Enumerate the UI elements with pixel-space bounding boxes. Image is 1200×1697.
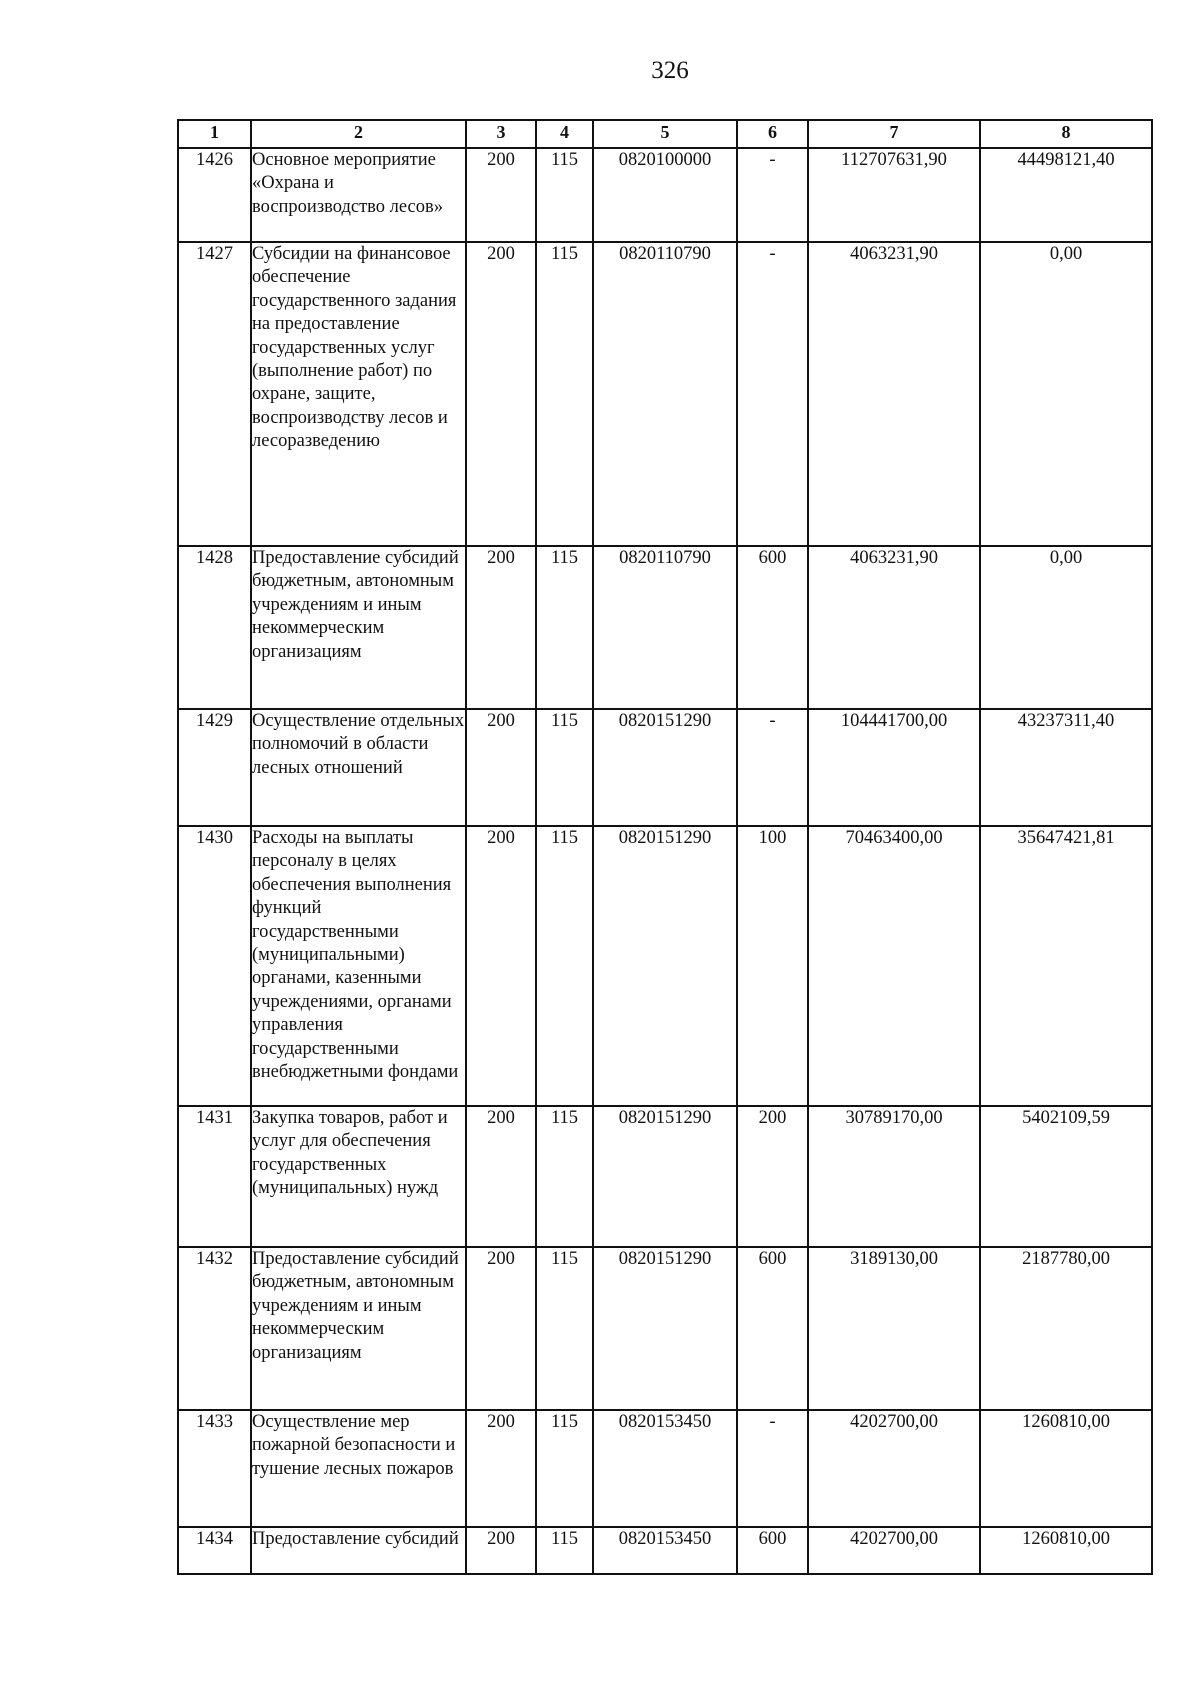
table-row: [178, 148, 1152, 242]
row-col8: 44498121,40: [980, 148, 1152, 242]
row-col8: 1260810,00: [980, 1527, 1152, 1574]
row-col7: 4202700,00: [808, 1410, 980, 1527]
row-col4: 115: [536, 1410, 593, 1527]
table-row: [178, 709, 1152, 826]
column-header-1: 1: [178, 120, 251, 148]
table-row: [178, 242, 1152, 546]
row-col7: 30789170,00: [808, 1106, 980, 1247]
row-number: 1434: [178, 1527, 251, 1574]
row-col4: 115: [536, 242, 593, 546]
row-col5: 0820151290: [593, 709, 737, 826]
row-col8: 43237311,40: [980, 709, 1152, 826]
row-col6: -: [737, 1410, 808, 1527]
header-row: [178, 120, 1152, 148]
row-col3: 200: [466, 148, 536, 242]
row-number: 1433: [178, 1410, 251, 1527]
row-name: Субсидии на финансовое обеспечение государственного задания на предоставление государственных услуг (выполнение работ) по охране, защите, воспроизводству лесов и лесоразведению: [251, 242, 466, 546]
row-col5: 0820110790: [593, 546, 737, 709]
row-col6: 600: [737, 1527, 808, 1574]
row-col6: 600: [737, 1247, 808, 1410]
row-number: 1427: [178, 242, 251, 546]
row-col3: 200: [466, 826, 536, 1106]
row-col7: 4063231,90: [808, 242, 980, 546]
row-col8: 1260810,00: [980, 1410, 1152, 1527]
row-name: Закупка товаров, работ и услуг для обеспечения государственных (муниципальных) нужд: [251, 1106, 466, 1247]
row-col4: 115: [536, 826, 593, 1106]
page-number: 326: [651, 57, 689, 84]
row-col8: 0,00: [980, 546, 1152, 709]
table-row: [178, 1410, 1152, 1527]
row-name: Предоставление субсидий бюджетным, автономным учреждениям и иным некоммерческим организациям: [251, 1247, 466, 1410]
row-col5: 0820100000: [593, 148, 737, 242]
row-number: 1429: [178, 709, 251, 826]
table-row: [178, 826, 1152, 1106]
row-col3: 200: [466, 1247, 536, 1410]
row-col6: -: [737, 709, 808, 826]
row-name: Предоставление субсидий: [251, 1527, 466, 1574]
row-col4: 115: [536, 1106, 593, 1247]
row-col5: 0820151290: [593, 1247, 737, 1410]
row-name: Предоставление субсидий бюджетным, автономным учреждениям и иным некоммерческим организациям: [251, 546, 466, 709]
row-col6: 100: [737, 826, 808, 1106]
row-col7: 4202700,00: [808, 1527, 980, 1574]
row-name: Осуществление мер пожарной безопасности и тушение лесных пожаров: [251, 1410, 466, 1527]
row-col5: 0820153450: [593, 1410, 737, 1527]
table-row: [178, 1106, 1152, 1247]
row-col3: 200: [466, 546, 536, 709]
row-number: 1426: [178, 148, 251, 242]
row-number: 1428: [178, 546, 251, 709]
row-col7: 70463400,00: [808, 826, 980, 1106]
row-col4: 115: [536, 709, 593, 826]
row-col3: 200: [466, 1106, 536, 1247]
row-name: Осуществление отдельных полномочий в области лесных отношений: [251, 709, 466, 826]
table-row: [178, 1247, 1152, 1410]
row-col8: 2187780,00: [980, 1247, 1152, 1410]
row-col7: 4063231,90: [808, 546, 980, 709]
table-row: [178, 1527, 1152, 1574]
row-col4: 115: [536, 1247, 593, 1410]
row-number: 1432: [178, 1247, 251, 1410]
row-col5: 0820151290: [593, 1106, 737, 1247]
row-col5: 0820110790: [593, 242, 737, 546]
column-header-8: 8: [980, 120, 1152, 148]
row-col6: -: [737, 242, 808, 546]
row-col4: 115: [536, 148, 593, 242]
table-row: [178, 546, 1152, 709]
row-col7: 104441700,00: [808, 709, 980, 826]
column-header-3: 3: [466, 120, 536, 148]
row-col4: 115: [536, 1527, 593, 1574]
row-col3: 200: [466, 1410, 536, 1527]
row-name: Основное мероприятие «Охрана и воспроизводство лесов»: [251, 148, 466, 242]
row-col8: 5402109,59: [980, 1106, 1152, 1247]
row-col5: 0820153450: [593, 1527, 737, 1574]
row-col8: 35647421,81: [980, 826, 1152, 1106]
column-header-2: 2: [251, 120, 466, 148]
row-col3: 200: [466, 709, 536, 826]
row-col7: 112707631,90: [808, 148, 980, 242]
column-header-5: 5: [593, 120, 737, 148]
column-header-6: 6: [737, 120, 808, 148]
row-col6: -: [737, 148, 808, 242]
row-col6: 600: [737, 546, 808, 709]
column-header-4: 4: [536, 120, 593, 148]
row-col7: 3189130,00: [808, 1247, 980, 1410]
row-number: 1430: [178, 826, 251, 1106]
row-col3: 200: [466, 1527, 536, 1574]
row-number: 1431: [178, 1106, 251, 1247]
row-col6: 200: [737, 1106, 808, 1247]
row-col4: 115: [536, 546, 593, 709]
row-col3: 200: [466, 242, 536, 546]
budget-table: [177, 119, 1153, 1575]
row-col8: 0,00: [980, 242, 1152, 546]
column-header-7: 7: [808, 120, 980, 148]
row-col5: 0820151290: [593, 826, 737, 1106]
row-name: Расходы на выплаты персоналу в целях обеспечения выполнения функций государственными (муниципальными) органами, казенными учреждениями, органами управления государственными внебюджетными фондами: [251, 826, 466, 1106]
